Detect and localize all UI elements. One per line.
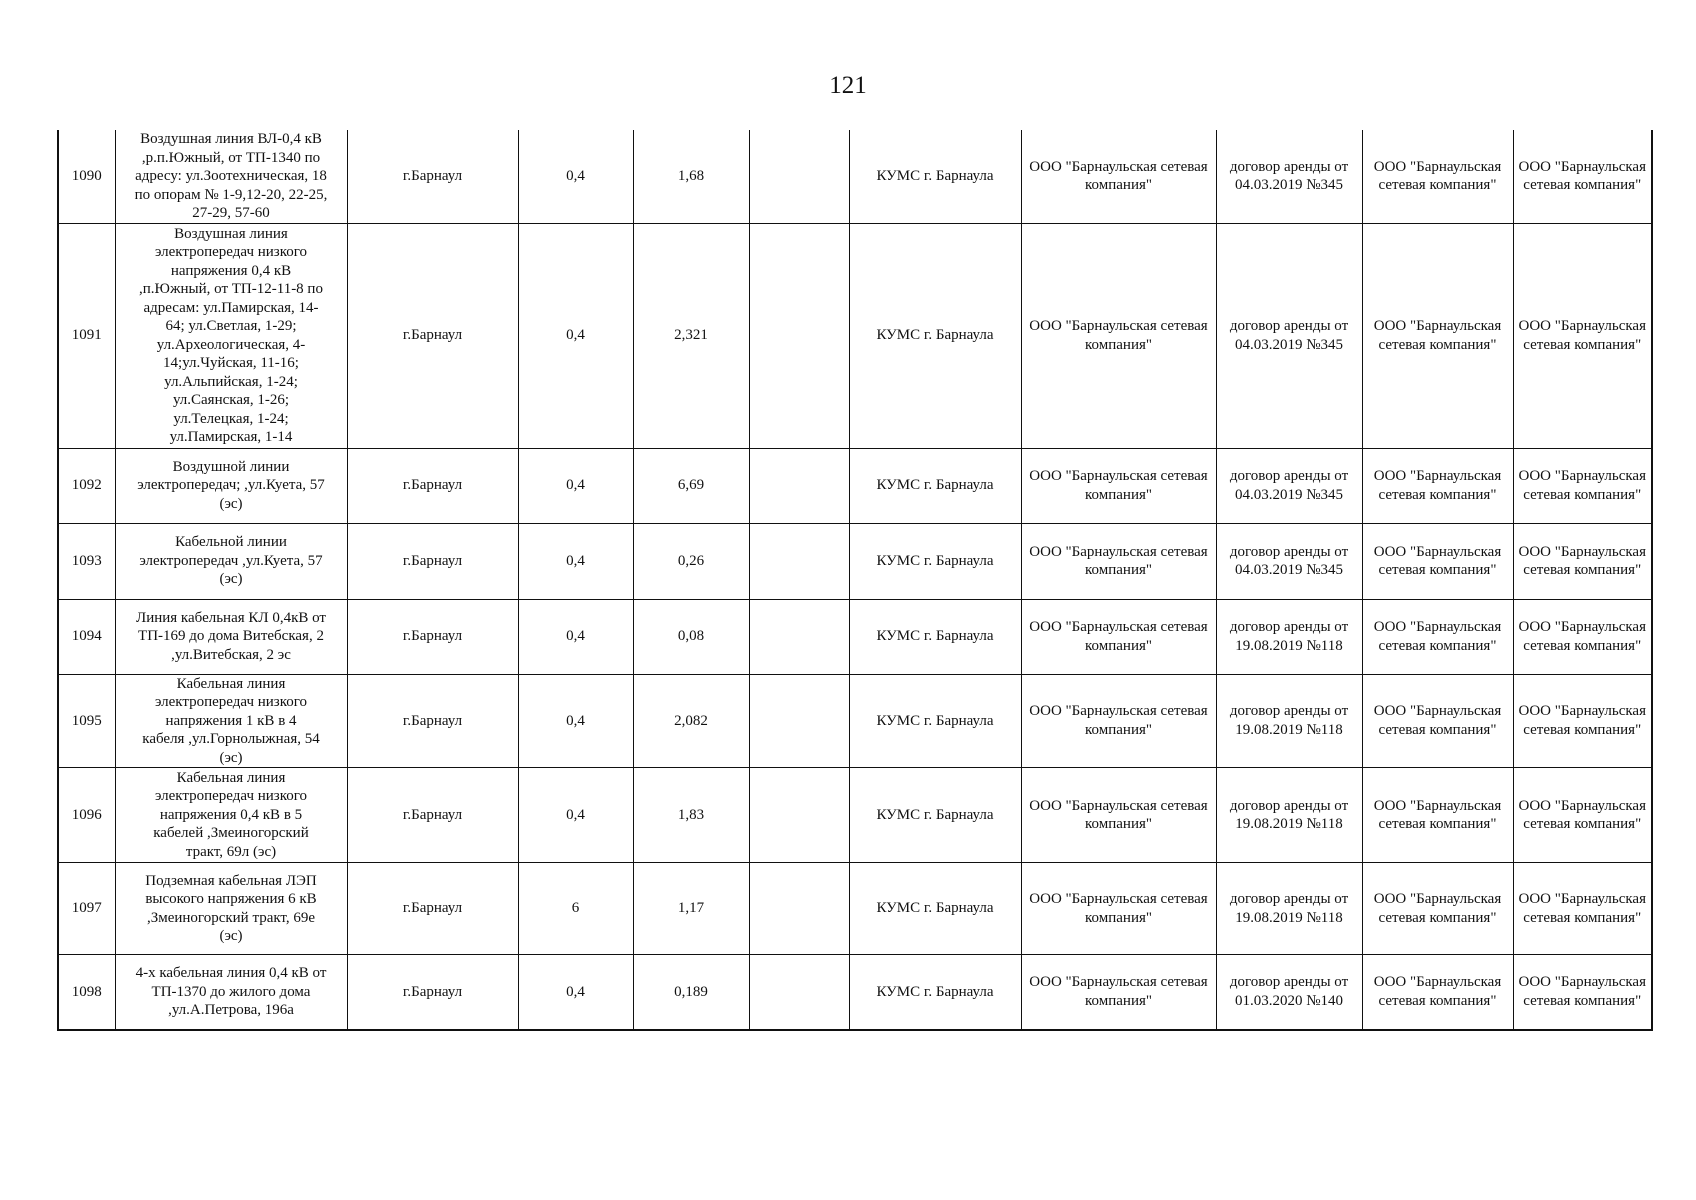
- basis-document-cell: договор аренды от 19.08.2019 №118: [1216, 674, 1362, 768]
- object-description-cell: Воздушной линии электропередач; ,ул.Куета, 57 (эс): [115, 448, 347, 523]
- row-number-cell: 1097: [58, 863, 115, 955]
- empty-cell-cell: [749, 130, 849, 223]
- owner-cell: КУМС г. Барнаула: [849, 130, 1021, 223]
- user-cell: ООО "Барнаульская сетевая компания": [1362, 599, 1513, 674]
- location-cell: г.Барнаул: [347, 448, 518, 523]
- voltage-cell: 0,4: [518, 130, 633, 223]
- holder-cell: ООО "Барнаульская сетевая компания": [1021, 768, 1216, 863]
- row-number-cell: 1094: [58, 599, 115, 674]
- row-number-cell: 1096: [58, 768, 115, 863]
- location-cell: г.Барнаул: [347, 223, 518, 448]
- operator-cell: ООО "Барнаульская сетевая компания": [1513, 130, 1652, 223]
- owner-cell: КУМС г. Барнаула: [849, 599, 1021, 674]
- length-cell: 1,17: [633, 863, 749, 955]
- row-number-cell: 1090: [58, 130, 115, 223]
- table-row: [58, 768, 1652, 863]
- length-cell: 6,69: [633, 448, 749, 523]
- user-cell: ООО "Барнаульская сетевая компания": [1362, 523, 1513, 599]
- object-description-cell: 4-х кабельная линия 0,4 кВ от ТП-1370 до жилого дома ,ул.А.Петрова, 196а: [115, 955, 347, 1030]
- object-description-cell: Воздушная линия электропередач низкого напряжения 0,4 кВ ,п.Южный, от ТП-12-11-8 по адресам: ул.Памирская, 14- 64; ул.Светлая, 1-29; ул.Археологическая, 4- 14;ул.Чуйская, 11-16; ул.Альпийская, 1-24; ул.Саянская, 1-26; ул.Телецкая, 1-24; ул.Памирская, 1-14: [115, 223, 347, 448]
- length-cell: 1,68: [633, 130, 749, 223]
- row-number-cell: 1091: [58, 223, 115, 448]
- owner-cell: КУМС г. Барнаула: [849, 768, 1021, 863]
- location-cell: г.Барнаул: [347, 599, 518, 674]
- table-row: [58, 955, 1652, 1030]
- holder-cell: ООО "Барнаульская сетевая компания": [1021, 448, 1216, 523]
- object-description-cell: Подземная кабельная ЛЭП высокого напряжения 6 кВ ,Змеиногорский тракт, 69е (эс): [115, 863, 347, 955]
- basis-document-cell: договор аренды от 19.08.2019 №118: [1216, 599, 1362, 674]
- owner-cell: КУМС г. Барнаула: [849, 674, 1021, 768]
- voltage-cell: 0,4: [518, 674, 633, 768]
- table-row: [58, 674, 1652, 768]
- operator-cell: ООО "Барнаульская сетевая компания": [1513, 955, 1652, 1030]
- empty-cell-cell: [749, 955, 849, 1030]
- location-cell: г.Барнаул: [347, 674, 518, 768]
- user-cell: ООО "Барнаульская сетевая компания": [1362, 130, 1513, 223]
- location-cell: г.Барнаул: [347, 955, 518, 1030]
- basis-document-cell: договор аренды от 04.03.2019 №345: [1216, 523, 1362, 599]
- empty-cell-cell: [749, 448, 849, 523]
- location-cell: г.Барнаул: [347, 863, 518, 955]
- voltage-cell: 0,4: [518, 768, 633, 863]
- basis-document-cell: договор аренды от 04.03.2019 №345: [1216, 223, 1362, 448]
- holder-cell: ООО "Барнаульская сетевая компания": [1021, 130, 1216, 223]
- holder-cell: ООО "Барнаульская сетевая компания": [1021, 674, 1216, 768]
- empty-cell-cell: [749, 674, 849, 768]
- owner-cell: КУМС г. Барнаула: [849, 955, 1021, 1030]
- holder-cell: ООО "Барнаульская сетевая компания": [1021, 863, 1216, 955]
- length-cell: 0,08: [633, 599, 749, 674]
- length-cell: 1,83: [633, 768, 749, 863]
- empty-cell-cell: [749, 863, 849, 955]
- voltage-cell: 0,4: [518, 955, 633, 1030]
- voltage-cell: 6: [518, 863, 633, 955]
- location-cell: г.Барнаул: [347, 130, 518, 223]
- property-register-table: [57, 130, 1653, 1031]
- table-row: [58, 130, 1652, 223]
- empty-cell-cell: [749, 223, 849, 448]
- user-cell: ООО "Барнаульская сетевая компания": [1362, 448, 1513, 523]
- basis-document-cell: договор аренды от 19.08.2019 №118: [1216, 863, 1362, 955]
- operator-cell: ООО "Барнаульская сетевая компания": [1513, 768, 1652, 863]
- voltage-cell: 0,4: [518, 448, 633, 523]
- object-description-cell: Воздушная линия ВЛ-0,4 кВ ,р.п.Южный, от ТП-1340 по адресу: ул.Зоотехническая, 18 по опорам № 1-9,12-20, 22-25, 27-29, 57-60: [115, 130, 347, 223]
- user-cell: ООО "Барнаульская сетевая компания": [1362, 674, 1513, 768]
- location-cell: г.Барнаул: [347, 523, 518, 599]
- row-number-cell: 1092: [58, 448, 115, 523]
- length-cell: 0,189: [633, 955, 749, 1030]
- basis-document-cell: договор аренды от 04.03.2019 №345: [1216, 130, 1362, 223]
- table-row: [58, 448, 1652, 523]
- row-number-cell: 1093: [58, 523, 115, 599]
- owner-cell: КУМС г. Барнаула: [849, 523, 1021, 599]
- user-cell: ООО "Барнаульская сетевая компания": [1362, 768, 1513, 863]
- holder-cell: ООО "Барнаульская сетевая компания": [1021, 223, 1216, 448]
- user-cell: ООО "Барнаульская сетевая компания": [1362, 863, 1513, 955]
- table-row: [58, 863, 1652, 955]
- object-description-cell: Линия кабельная КЛ 0,4кВ от ТП-169 до дома Витебская, 2 ,ул.Витебская, 2 эс: [115, 599, 347, 674]
- empty-cell-cell: [749, 599, 849, 674]
- object-description-cell: Кабельной линии электропередач ,ул.Куета, 57 (эс): [115, 523, 347, 599]
- owner-cell: КУМС г. Барнаула: [849, 223, 1021, 448]
- object-description-cell: Кабельная линия электропередач низкого напряжения 1 кВ в 4 кабеля ,ул.Горнолыжная, 54 (эс): [115, 674, 347, 768]
- operator-cell: ООО "Барнаульская сетевая компания": [1513, 448, 1652, 523]
- length-cell: 2,082: [633, 674, 749, 768]
- voltage-cell: 0,4: [518, 223, 633, 448]
- table-row: [58, 223, 1652, 448]
- table-row: [58, 599, 1652, 674]
- voltage-cell: 0,4: [518, 523, 633, 599]
- operator-cell: ООО "Барнаульская сетевая компания": [1513, 599, 1652, 674]
- operator-cell: ООО "Барнаульская сетевая компания": [1513, 223, 1652, 448]
- operator-cell: ООО "Барнаульская сетевая компания": [1513, 674, 1652, 768]
- page-number: 121: [829, 72, 867, 99]
- basis-document-cell: договор аренды от 01.03.2020 №140: [1216, 955, 1362, 1030]
- empty-cell-cell: [749, 523, 849, 599]
- owner-cell: КУМС г. Барнаула: [849, 448, 1021, 523]
- length-cell: 2,321: [633, 223, 749, 448]
- length-cell: 0,26: [633, 523, 749, 599]
- user-cell: ООО "Барнаульская сетевая компания": [1362, 223, 1513, 448]
- object-description-cell: Кабельная линия электропередач низкого напряжения 0,4 кВ в 5 кабелей ,Змеиногорский тракт, 69л (эс): [115, 768, 347, 863]
- basis-document-cell: договор аренды от 19.08.2019 №118: [1216, 768, 1362, 863]
- holder-cell: ООО "Барнаульская сетевая компания": [1021, 523, 1216, 599]
- owner-cell: КУМС г. Барнаула: [849, 863, 1021, 955]
- operator-cell: ООО "Барнаульская сетевая компания": [1513, 523, 1652, 599]
- user-cell: ООО "Барнаульская сетевая компания": [1362, 955, 1513, 1030]
- table-row: [58, 523, 1652, 599]
- location-cell: г.Барнаул: [347, 768, 518, 863]
- voltage-cell: 0,4: [518, 599, 633, 674]
- operator-cell: ООО "Барнаульская сетевая компания": [1513, 863, 1652, 955]
- empty-cell-cell: [749, 768, 849, 863]
- holder-cell: ООО "Барнаульская сетевая компания": [1021, 599, 1216, 674]
- holder-cell: ООО "Барнаульская сетевая компания": [1021, 955, 1216, 1030]
- basis-document-cell: договор аренды от 04.03.2019 №345: [1216, 448, 1362, 523]
- row-number-cell: 1098: [58, 955, 115, 1030]
- row-number-cell: 1095: [58, 674, 115, 768]
